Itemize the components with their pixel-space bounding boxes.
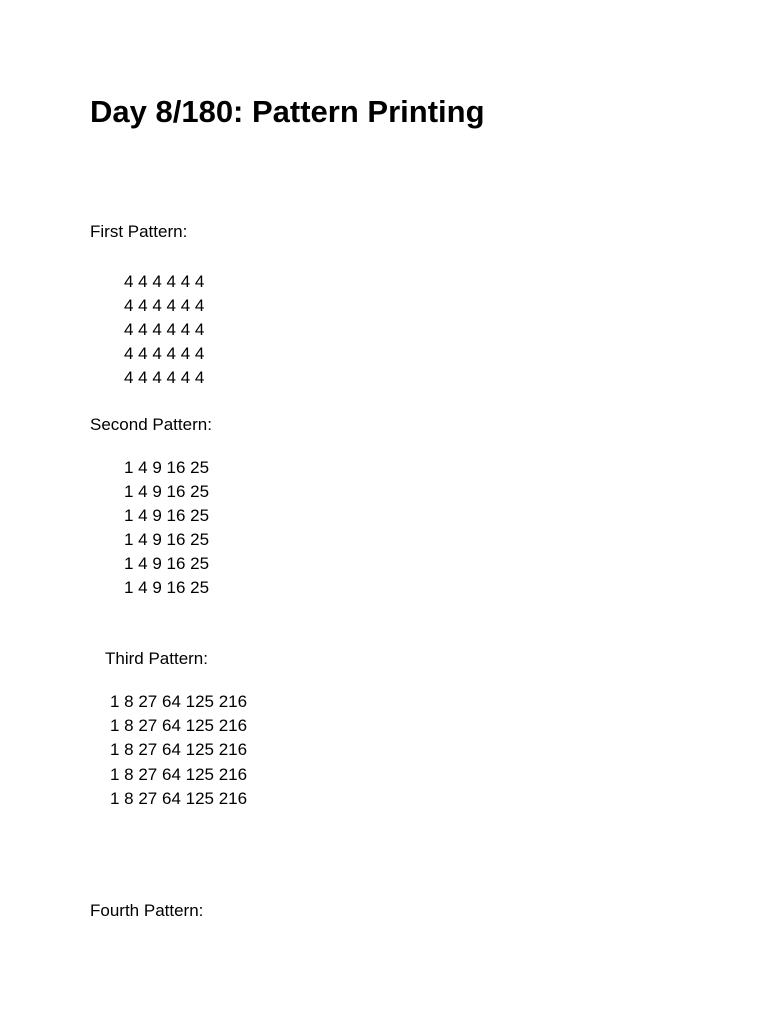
pattern-row: 1 4 9 16 25	[124, 506, 210, 525]
third-pattern-heading: Third Pattern:	[105, 649, 208, 668]
pattern-row: 1 8 27 64 125 216	[110, 692, 248, 711]
pattern-row: 1 4 9 16 25	[124, 458, 210, 477]
third-pattern-rows	[110, 690, 247, 811]
pattern-row: 1 4 9 16 25	[124, 482, 210, 501]
pattern-row: 1 8 27 64 125 216	[110, 716, 248, 736]
pattern-row: 4 4 4 4 4 4	[124, 320, 205, 339]
pattern-row: 1 8 27 64 125 216	[110, 740, 248, 760]
pattern-row: 1 8 27 64 125 216	[110, 788, 248, 808]
pattern-row: 1 8 27 64 125 216	[110, 764, 248, 784]
first-pattern-rows	[124, 270, 204, 390]
pattern-row: 4 4 4 4 4 4	[124, 272, 205, 291]
pattern-row: 1 4 9 16 25	[124, 554, 210, 573]
pattern-row: 4 4 4 4 4 4	[124, 296, 205, 315]
pattern-row: 4 4 4 4 4 4	[124, 368, 205, 387]
second-pattern-rows	[124, 456, 209, 600]
second-pattern-heading: Second Pattern:	[90, 415, 212, 434]
pattern-row: 1 4 9 16 25	[124, 530, 210, 549]
pattern-row: 4 4 4 4 4 4	[124, 344, 205, 363]
page-title: Day 8/180: Pattern Printing	[90, 94, 485, 129]
pattern-row: 1 4 9 16 25	[124, 578, 210, 597]
first-pattern-heading: First Pattern:	[90, 222, 188, 241]
fourth-pattern-heading: Fourth Pattern:	[90, 901, 204, 920]
